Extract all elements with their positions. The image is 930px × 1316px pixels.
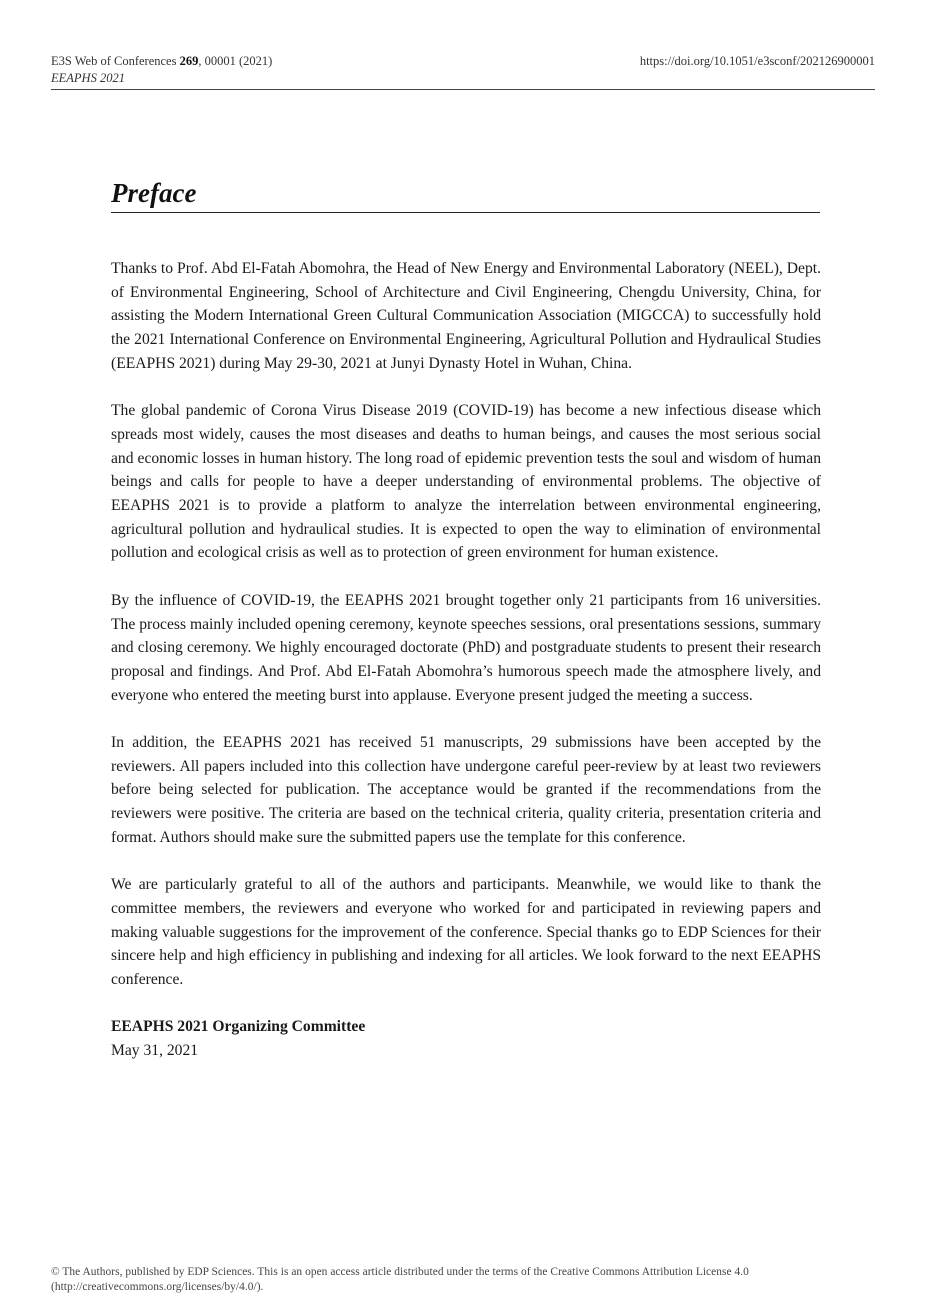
journal-article-year: , 00001 (2021) [198,54,273,68]
doi-link[interactable]: https://doi.org/10.1051/e3sconf/202126900001 [639,54,875,68]
paragraph-2: The global pandemic of Corona Virus Disease 2019 (COVID-19) has become a new infectious disease which spreads most widely, causes the most diseases and deaths to human beings, and causes the most serious social and economic losses in human history. The long road of epidemic prevention tests the soul and wisdom of human beings and calls for people to have a deeper understanding of environmental problems. The objective of EEAPHS 2021 is to provide a platform to analyze the interrelation between environmental engineering, agricultural pollution and hydraulical studies. It is expected to open the way to elimination of environmental pollution and ecological crisis as well as to protection of green environment for human existence. [111,402,821,562]
paragraph-4: In addition, the EEAPHS 2021 has received 51 manuscripts, 29 submissions have been accepted by the reviewers. All papers included into this collection have undergone careful peer-review by at least two reviewers before being selected for publication. The acceptance would be granted if the recommendations from the reviewers were positive. The criteria are based on the technical criteria, quality criteria, presentation criteria and format. Authors should make sure the submitted papers use the template for this conference. [111,734,821,846]
signature-organization: EEAPHS 2021 Organizing Committee [111,1018,366,1036]
conference-name: EEAPHS 2021 [51,71,125,85]
journal-citation [51,53,272,70]
paragraph-5: We are particularly grateful to all of the authors and participants. Meanwhile, we would like to thank the committee members, the reviewers and everyone who worked for and participated in reviewing papers and making valuable suggestions for the improvement of the conference. Special thanks go to EDP Sciences for their sincere help and high efficiency in publishing and indexing for all articles. We look forward to the next EEAPHS conference. [111,876,821,989]
journal-volume: 269 [179,54,199,68]
paragraph-1: Thanks to Prof. Abd El-Fatah Abomohra, the Head of New Energy and Environmental Laboratory (NEEL), Dept. of Environmental Engineering, School of Architecture and Civil Engineering, Chengdu University, China, for assisting the Modern International Green Cultural Communication Association (MIGCCA) to successfully hold the 2021 International Conference on Environmental Engineering, Agricultural Pollution and Hydraulical Studies (EEAPHS 2021) during May 29-30, 2021 at Junyi Dynasty Hotel in Wuhan, China. [111,260,821,372]
license-footer [51,1265,877,1295]
header-left [51,53,272,87]
running-header [51,53,875,90]
journal-name: E3S Web of Conferences [51,54,180,68]
paragraph-3: By the influence of COVID-19, the EEAPHS 2021 brought together only 21 participants from 16 universities. The process mainly included opening ceremony, keynote speeches sessions, oral presentations sessions, summary and closing ceremony. We highly encouraged doctorate (PhD) and postgraduate students to present their research proposal and findings. And Prof. Abd El-Fatah Abomohra’s humorous speech made the atmosphere lively, and everyone who entered the meeting burst into applause. Everyone present judged the meeting a success. [111,591,821,704]
page-title: Preface [111,177,820,213]
preface-body [111,257,821,1063]
license-url[interactable]: (http://creativecommons.org/licenses/by/4.0/). [51,1281,264,1293]
license-text: © The Authors, published by EDP Sciences. This is an open access article distributed under the terms of the Creative Commons Attribution License 4.0 [51,1266,749,1278]
signature-date: May 31, 2021 [111,1042,199,1060]
